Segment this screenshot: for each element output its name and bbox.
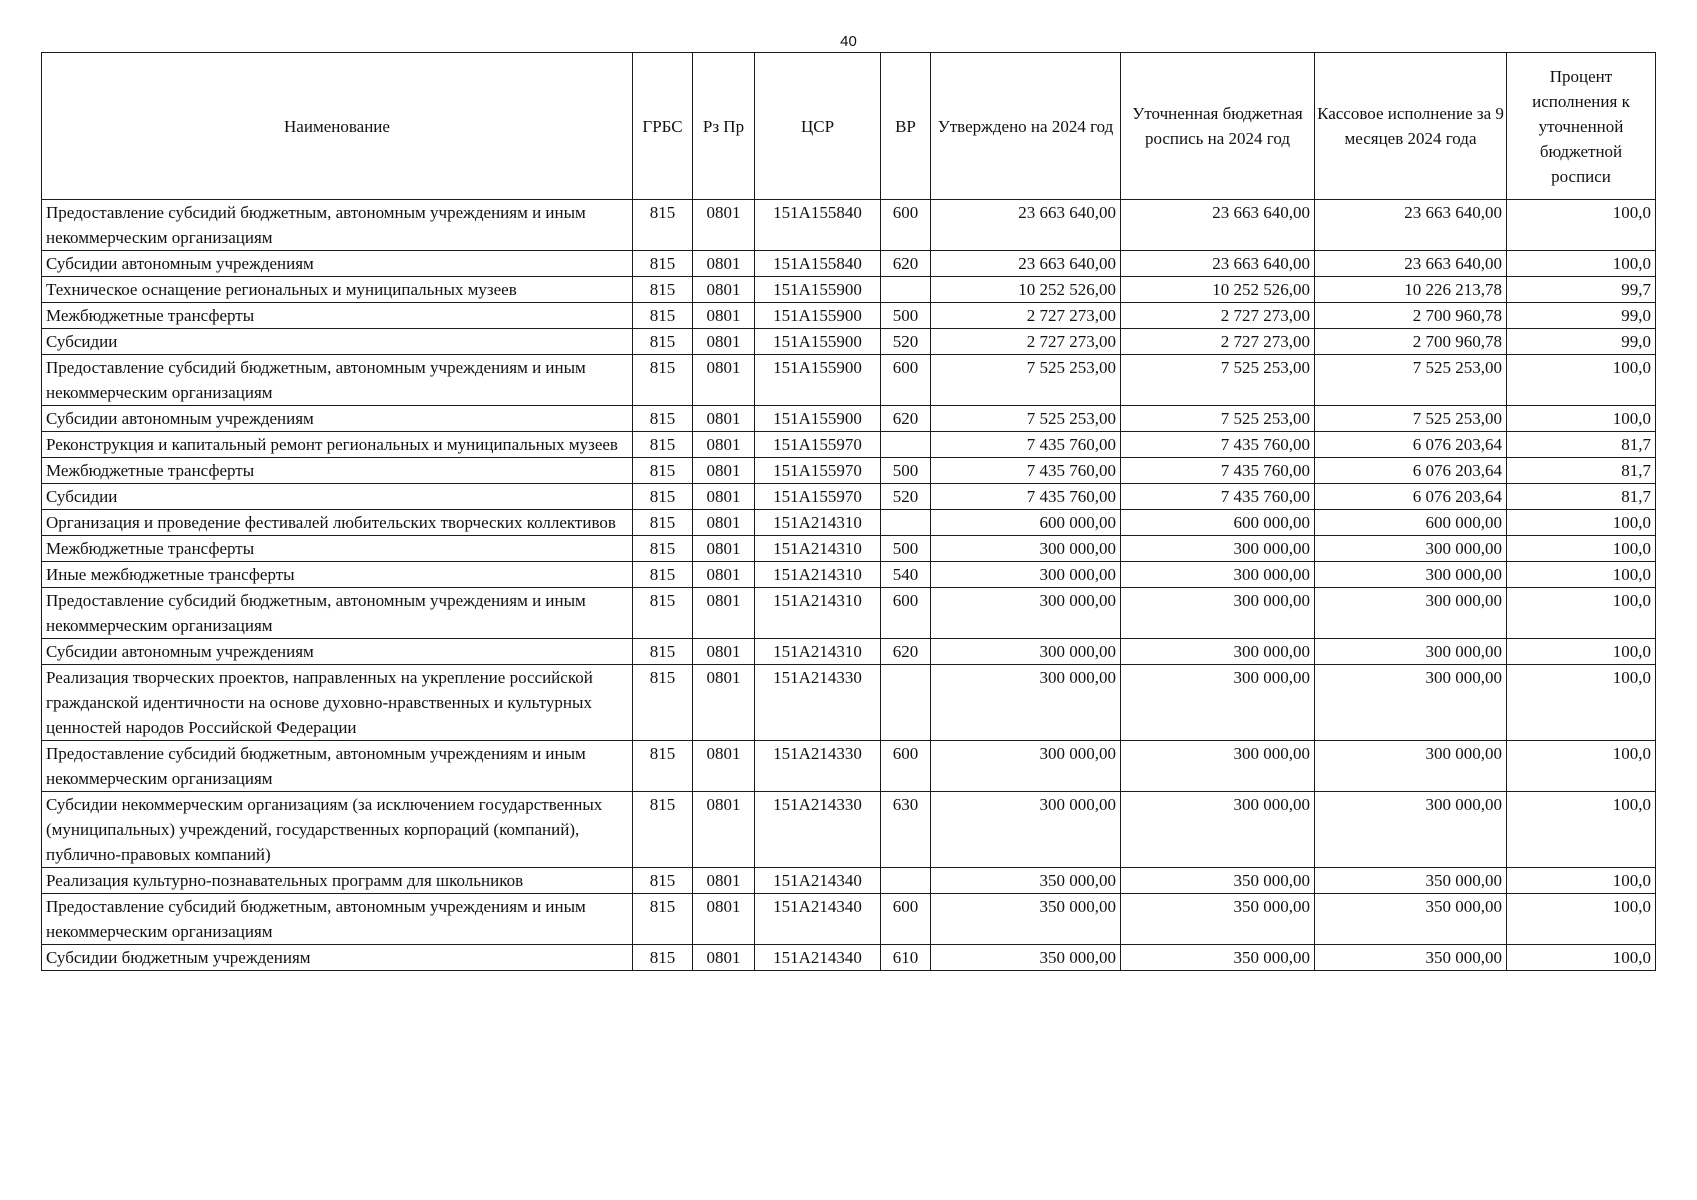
- row-grbs-cell: 815: [633, 588, 693, 639]
- row-rzpr-cell: 0801: [693, 484, 755, 510]
- row-executed-cell: 300 000,00: [1315, 792, 1507, 868]
- row-grbs-cell: 815: [633, 406, 693, 432]
- row-approved-cell: 300 000,00: [931, 536, 1121, 562]
- row-rzpr-cell: 0801: [693, 200, 755, 251]
- row-approved-cell: 300 000,00: [931, 741, 1121, 792]
- row-revised-cell: 300 000,00: [1121, 792, 1315, 868]
- row-executed-cell: 300 000,00: [1315, 665, 1507, 741]
- row-percent-cell: 100,0: [1507, 562, 1656, 588]
- row-approved-cell: 7 525 253,00: [931, 406, 1121, 432]
- row-rzpr-cell: 0801: [693, 588, 755, 639]
- row-percent-cell: 100,0: [1507, 200, 1656, 251]
- row-executed-cell: 6 076 203,64: [1315, 432, 1507, 458]
- row-vr-cell: [881, 868, 931, 894]
- row-csr-cell: 151A155900: [755, 277, 881, 303]
- row-rzpr-cell: 0801: [693, 562, 755, 588]
- row-approved-cell: 300 000,00: [931, 588, 1121, 639]
- row-vr-cell: 600: [881, 894, 931, 945]
- row-rzpr-cell: 0801: [693, 303, 755, 329]
- row-csr-cell: 151A214310: [755, 588, 881, 639]
- header-grbs: ГРБС: [633, 53, 693, 200]
- row-grbs-cell: 815: [633, 562, 693, 588]
- row-csr-cell: 151A155900: [755, 303, 881, 329]
- row-revised-cell: 23 663 640,00: [1121, 200, 1315, 251]
- row-name-cell: Техническое оснащение региональных и муниципальных музеев: [42, 277, 633, 303]
- row-vr-cell: 610: [881, 945, 931, 971]
- row-executed-cell: 2 700 960,78: [1315, 329, 1507, 355]
- row-revised-cell: 2 727 273,00: [1121, 329, 1315, 355]
- row-executed-cell: 23 663 640,00: [1315, 200, 1507, 251]
- row-percent-cell: 100,0: [1507, 639, 1656, 665]
- row-executed-cell: 7 525 253,00: [1315, 406, 1507, 432]
- row-percent-cell: 100,0: [1507, 741, 1656, 792]
- row-name-cell: Субсидии некоммерческим организациям (за исключением государственных (муниципальных) учреждений, государственных корпораций (компаний), публично-правовых компаний): [42, 792, 633, 868]
- row-name-cell: Субсидии автономным учреждениям: [42, 639, 633, 665]
- row-csr-cell: 151A214330: [755, 741, 881, 792]
- table-header-row: [42, 53, 1656, 200]
- row-vr-cell: 500: [881, 458, 931, 484]
- row-approved-cell: 300 000,00: [931, 665, 1121, 741]
- row-revised-cell: 7 435 760,00: [1121, 458, 1315, 484]
- row-rzpr-cell: 0801: [693, 894, 755, 945]
- row-csr-cell: 151A155840: [755, 251, 881, 277]
- row-revised-cell: 2 727 273,00: [1121, 303, 1315, 329]
- row-csr-cell: 151A155900: [755, 355, 881, 406]
- row-revised-cell: 300 000,00: [1121, 741, 1315, 792]
- table-row: [42, 432, 1656, 458]
- row-approved-cell: 7 435 760,00: [931, 484, 1121, 510]
- row-csr-cell: 151A214310: [755, 536, 881, 562]
- row-rzpr-cell: 0801: [693, 741, 755, 792]
- row-percent-cell: 100,0: [1507, 868, 1656, 894]
- row-vr-cell: 540: [881, 562, 931, 588]
- row-csr-cell: 151A214340: [755, 868, 881, 894]
- table-row: [42, 329, 1656, 355]
- row-revised-cell: 600 000,00: [1121, 510, 1315, 536]
- row-grbs-cell: 815: [633, 945, 693, 971]
- row-approved-cell: 300 000,00: [931, 639, 1121, 665]
- row-vr-cell: 600: [881, 200, 931, 251]
- row-name-cell: Межбюджетные трансферты: [42, 303, 633, 329]
- header-rzpr: Рз Пр: [693, 53, 755, 200]
- row-grbs-cell: 815: [633, 303, 693, 329]
- table-row: [42, 277, 1656, 303]
- row-percent-cell: 100,0: [1507, 510, 1656, 536]
- row-vr-cell: [881, 432, 931, 458]
- row-vr-cell: 600: [881, 355, 931, 406]
- table-row: [42, 945, 1656, 971]
- row-percent-cell: 100,0: [1507, 894, 1656, 945]
- row-approved-cell: 7 435 760,00: [931, 458, 1121, 484]
- row-percent-cell: 100,0: [1507, 792, 1656, 868]
- row-grbs-cell: 815: [633, 484, 693, 510]
- header-revised: Уточненная бюджетная роспись на 2024 год: [1121, 53, 1315, 200]
- row-percent-cell: 100,0: [1507, 355, 1656, 406]
- row-grbs-cell: 815: [633, 665, 693, 741]
- table-row: [42, 665, 1656, 741]
- row-approved-cell: 300 000,00: [931, 562, 1121, 588]
- row-percent-cell: 100,0: [1507, 406, 1656, 432]
- row-revised-cell: 350 000,00: [1121, 945, 1315, 971]
- row-name-cell: Предоставление субсидий бюджетным, автономным учреждениям и иным некоммерческим организациям: [42, 741, 633, 792]
- row-name-cell: Реализация творческих проектов, направленных на укрепление российской гражданской идентичности на основе духовно-нравственных и культурных ценностей народов Российской Федерации: [42, 665, 633, 741]
- budget-table: [41, 52, 1656, 971]
- row-vr-cell: [881, 510, 931, 536]
- row-csr-cell: 151A214340: [755, 894, 881, 945]
- table-row: [42, 741, 1656, 792]
- row-revised-cell: 7 435 760,00: [1121, 432, 1315, 458]
- row-csr-cell: 151A155840: [755, 200, 881, 251]
- row-rzpr-cell: 0801: [693, 792, 755, 868]
- row-revised-cell: 23 663 640,00: [1121, 251, 1315, 277]
- row-csr-cell: 151A155970: [755, 484, 881, 510]
- row-vr-cell: 520: [881, 484, 931, 510]
- table-row: [42, 639, 1656, 665]
- row-percent-cell: 81,7: [1507, 484, 1656, 510]
- row-executed-cell: 10 226 213,78: [1315, 277, 1507, 303]
- row-grbs-cell: 815: [633, 200, 693, 251]
- row-grbs-cell: 815: [633, 510, 693, 536]
- row-rzpr-cell: 0801: [693, 510, 755, 536]
- row-vr-cell: 600: [881, 588, 931, 639]
- row-percent-cell: 99,0: [1507, 303, 1656, 329]
- row-revised-cell: 7 525 253,00: [1121, 355, 1315, 406]
- row-name-cell: Иные межбюджетные трансферты: [42, 562, 633, 588]
- row-rzpr-cell: 0801: [693, 432, 755, 458]
- row-csr-cell: 151A214330: [755, 665, 881, 741]
- row-percent-cell: 100,0: [1507, 251, 1656, 277]
- row-rzpr-cell: 0801: [693, 639, 755, 665]
- row-grbs-cell: 815: [633, 432, 693, 458]
- header-percent: Процент исполнения к уточненной бюджетной росписи: [1507, 53, 1656, 200]
- row-percent-cell: 81,7: [1507, 432, 1656, 458]
- page-number: 40: [840, 33, 857, 50]
- row-name-cell: Субсидии автономным учреждениям: [42, 406, 633, 432]
- row-rzpr-cell: 0801: [693, 945, 755, 971]
- row-executed-cell: 6 076 203,64: [1315, 458, 1507, 484]
- row-executed-cell: 300 000,00: [1315, 588, 1507, 639]
- header-executed: Кассовое исполнение за 9 месяцев 2024 года: [1315, 53, 1507, 200]
- row-approved-cell: 2 727 273,00: [931, 303, 1121, 329]
- row-vr-cell: 620: [881, 406, 931, 432]
- row-approved-cell: 23 663 640,00: [931, 200, 1121, 251]
- row-revised-cell: 300 000,00: [1121, 639, 1315, 665]
- row-approved-cell: 600 000,00: [931, 510, 1121, 536]
- row-executed-cell: 350 000,00: [1315, 945, 1507, 971]
- table-row: [42, 894, 1656, 945]
- row-revised-cell: 350 000,00: [1121, 894, 1315, 945]
- row-grbs-cell: 815: [633, 868, 693, 894]
- row-revised-cell: 300 000,00: [1121, 588, 1315, 639]
- row-vr-cell: [881, 277, 931, 303]
- row-percent-cell: 100,0: [1507, 665, 1656, 741]
- row-name-cell: Субсидии: [42, 329, 633, 355]
- row-grbs-cell: 815: [633, 536, 693, 562]
- table-body: [42, 200, 1656, 971]
- row-rzpr-cell: 0801: [693, 355, 755, 406]
- row-percent-cell: 100,0: [1507, 588, 1656, 639]
- table-row: [42, 562, 1656, 588]
- row-approved-cell: 2 727 273,00: [931, 329, 1121, 355]
- row-csr-cell: 151A155970: [755, 432, 881, 458]
- row-name-cell: Предоставление субсидий бюджетным, автономным учреждениям и иным некоммерческим организациям: [42, 894, 633, 945]
- row-name-cell: Организация и проведение фестивалей любительских творческих коллективов: [42, 510, 633, 536]
- row-name-cell: Предоставление субсидий бюджетным, автономным учреждениям и иным некоммерческим организациям: [42, 355, 633, 406]
- table-row: [42, 588, 1656, 639]
- row-percent-cell: 99,7: [1507, 277, 1656, 303]
- row-executed-cell: 2 700 960,78: [1315, 303, 1507, 329]
- header-name: Наименование: [42, 53, 633, 200]
- row-percent-cell: 100,0: [1507, 536, 1656, 562]
- row-rzpr-cell: 0801: [693, 277, 755, 303]
- row-csr-cell: 151A155900: [755, 329, 881, 355]
- row-csr-cell: 151A214310: [755, 639, 881, 665]
- row-name-cell: Предоставление субсидий бюджетным, автономным учреждениям и иным некоммерческим организациям: [42, 200, 633, 251]
- row-csr-cell: 151A155900: [755, 406, 881, 432]
- row-approved-cell: 23 663 640,00: [931, 251, 1121, 277]
- row-rzpr-cell: 0801: [693, 329, 755, 355]
- row-rzpr-cell: 0801: [693, 536, 755, 562]
- row-name-cell: Межбюджетные трансферты: [42, 536, 633, 562]
- row-vr-cell: 500: [881, 303, 931, 329]
- table-row: [42, 406, 1656, 432]
- row-csr-cell: 151A214330: [755, 792, 881, 868]
- header-approved: Утверждено на 2024 год: [931, 53, 1121, 200]
- row-revised-cell: 7 525 253,00: [1121, 406, 1315, 432]
- row-revised-cell: 300 000,00: [1121, 536, 1315, 562]
- row-revised-cell: 7 435 760,00: [1121, 484, 1315, 510]
- row-executed-cell: 600 000,00: [1315, 510, 1507, 536]
- row-executed-cell: 350 000,00: [1315, 894, 1507, 945]
- row-grbs-cell: 815: [633, 639, 693, 665]
- row-csr-cell: 151A214310: [755, 562, 881, 588]
- row-approved-cell: 10 252 526,00: [931, 277, 1121, 303]
- header-vr: ВР: [881, 53, 931, 200]
- table-row: [42, 458, 1656, 484]
- row-vr-cell: 500: [881, 536, 931, 562]
- table-row: [42, 510, 1656, 536]
- row-executed-cell: 6 076 203,64: [1315, 484, 1507, 510]
- row-vr-cell: [881, 665, 931, 741]
- row-vr-cell: 620: [881, 251, 931, 277]
- row-executed-cell: 23 663 640,00: [1315, 251, 1507, 277]
- row-name-cell: Предоставление субсидий бюджетным, автономным учреждениям и иным некоммерческим организациям: [42, 588, 633, 639]
- row-percent-cell: 100,0: [1507, 945, 1656, 971]
- row-vr-cell: 600: [881, 741, 931, 792]
- header-csr: ЦСР: [755, 53, 881, 200]
- row-rzpr-cell: 0801: [693, 665, 755, 741]
- row-revised-cell: 300 000,00: [1121, 562, 1315, 588]
- row-vr-cell: 620: [881, 639, 931, 665]
- row-name-cell: Реконструкция и капитальный ремонт региональных и муниципальных музеев: [42, 432, 633, 458]
- row-csr-cell: 151A155970: [755, 458, 881, 484]
- row-approved-cell: 7 435 760,00: [931, 432, 1121, 458]
- row-approved-cell: 350 000,00: [931, 868, 1121, 894]
- row-rzpr-cell: 0801: [693, 458, 755, 484]
- row-csr-cell: 151A214340: [755, 945, 881, 971]
- row-grbs-cell: 815: [633, 792, 693, 868]
- row-executed-cell: 300 000,00: [1315, 639, 1507, 665]
- row-grbs-cell: 815: [633, 458, 693, 484]
- table-row: [42, 484, 1656, 510]
- row-executed-cell: 300 000,00: [1315, 562, 1507, 588]
- row-grbs-cell: 815: [633, 741, 693, 792]
- row-grbs-cell: 815: [633, 277, 693, 303]
- table-row: [42, 355, 1656, 406]
- row-rzpr-cell: 0801: [693, 868, 755, 894]
- row-revised-cell: 10 252 526,00: [1121, 277, 1315, 303]
- row-name-cell: Субсидии автономным учреждениям: [42, 251, 633, 277]
- table-row: [42, 868, 1656, 894]
- row-executed-cell: 300 000,00: [1315, 741, 1507, 792]
- row-name-cell: Субсидии бюджетным учреждениям: [42, 945, 633, 971]
- row-executed-cell: 350 000,00: [1315, 868, 1507, 894]
- row-approved-cell: 300 000,00: [931, 792, 1121, 868]
- table-row: [42, 200, 1656, 251]
- row-grbs-cell: 815: [633, 894, 693, 945]
- row-name-cell: Реализация культурно-познавательных программ для школьников: [42, 868, 633, 894]
- row-approved-cell: 350 000,00: [931, 945, 1121, 971]
- row-vr-cell: 630: [881, 792, 931, 868]
- table-row: [42, 536, 1656, 562]
- row-name-cell: Межбюджетные трансферты: [42, 458, 633, 484]
- table-row: [42, 251, 1656, 277]
- row-revised-cell: 300 000,00: [1121, 665, 1315, 741]
- row-grbs-cell: 815: [633, 355, 693, 406]
- row-vr-cell: 520: [881, 329, 931, 355]
- row-executed-cell: 300 000,00: [1315, 536, 1507, 562]
- row-approved-cell: 7 525 253,00: [931, 355, 1121, 406]
- table-row: [42, 792, 1656, 868]
- row-csr-cell: 151A214310: [755, 510, 881, 536]
- row-rzpr-cell: 0801: [693, 406, 755, 432]
- row-revised-cell: 350 000,00: [1121, 868, 1315, 894]
- row-grbs-cell: 815: [633, 251, 693, 277]
- row-grbs-cell: 815: [633, 329, 693, 355]
- row-rzpr-cell: 0801: [693, 251, 755, 277]
- row-executed-cell: 7 525 253,00: [1315, 355, 1507, 406]
- table-row: [42, 303, 1656, 329]
- row-percent-cell: 81,7: [1507, 458, 1656, 484]
- row-approved-cell: 350 000,00: [931, 894, 1121, 945]
- row-name-cell: Субсидии: [42, 484, 633, 510]
- row-percent-cell: 99,0: [1507, 329, 1656, 355]
